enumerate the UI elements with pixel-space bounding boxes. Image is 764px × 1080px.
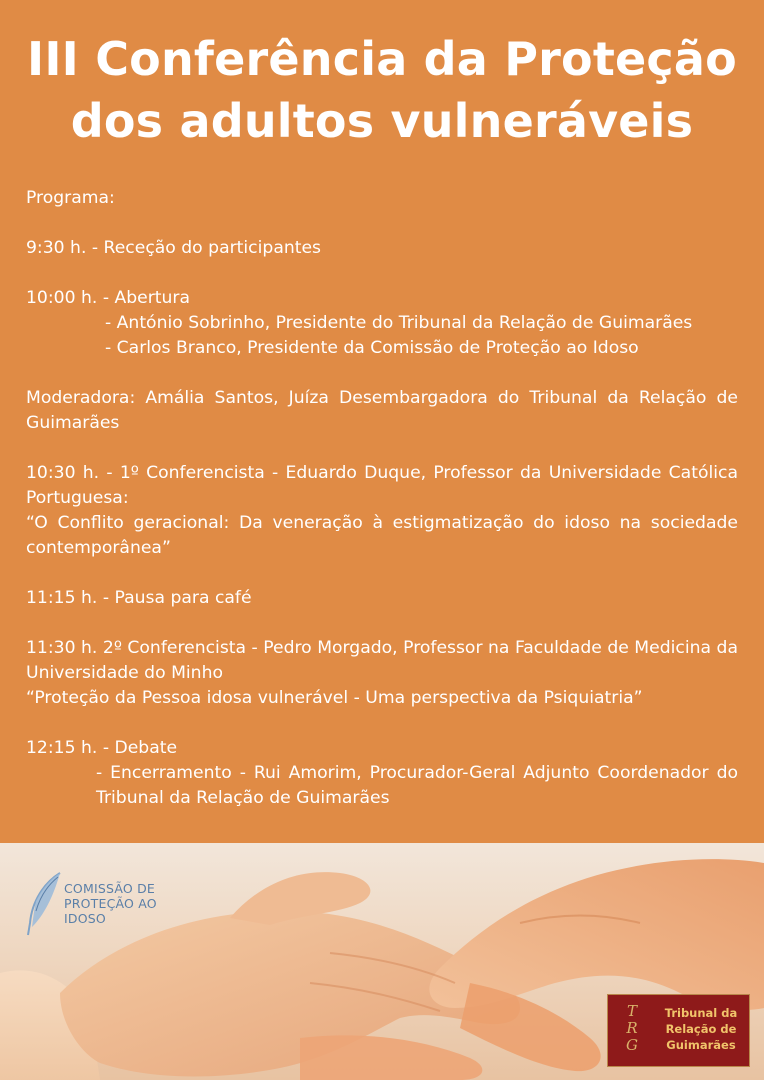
- trg-line-2: Relação de: [665, 1022, 737, 1036]
- opening-speaker-2: - Carlos Branco, Presidente da Comissão de Proteção ao Idoso: [105, 338, 639, 358]
- feather-icon: [24, 871, 64, 937]
- item-reception: 9:30 h. - Receção do participantes: [26, 238, 322, 258]
- item-talk-1: 10:30 h. - 1º Conferencista - Eduardo Duque, Professor da Universidade Católica Portuguesa:: [26, 463, 738, 508]
- program-text: [26, 186, 738, 811]
- poster-title: [0, 28, 764, 152]
- cpi-logo: [24, 871, 174, 941]
- talk-2-title: “Proteção da Pessoa idosa vulnerável - Uma perspectiva da Psiquiatria”: [26, 688, 643, 708]
- program-heading: Programa:: [26, 188, 115, 208]
- title-line-2: dos adultos vulneráveis: [70, 94, 694, 148]
- item-debate: 12:15 h. - Debate: [26, 738, 178, 758]
- opening-speaker-1: - António Sobrinho, Presidente do Tribunal da Relação de Guimarães: [105, 313, 693, 333]
- talk-1-title: “O Conflito geracional: Da veneração à estigmatização do idoso na sociedade contemporânea”: [26, 513, 738, 558]
- trg-logo: [607, 994, 750, 1067]
- cpi-line-1: COMISSÃO DE: [64, 881, 156, 896]
- cpi-line-3: IDOSO: [64, 911, 106, 926]
- cpi-logo-text: [64, 881, 157, 926]
- item-moderator: Moderadora: Amália Santos, Juíza Desembargadora do Tribunal da Relação de Guimarães: [26, 388, 738, 433]
- trg-line-3: Guimarães: [666, 1038, 736, 1052]
- trg-line-1: Tribunal da: [664, 1006, 738, 1020]
- item-closing: - Encerramento - Rui Amorim, Procurador-Geral Adjunto Coordenador do Tribunal da Relação de Guimarães: [96, 763, 738, 808]
- title-line-1: III Conferência da Proteção: [27, 32, 737, 86]
- trg-logo-text: [658, 1005, 744, 1053]
- item-coffee: 11:15 h. - Pausa para café: [26, 588, 252, 608]
- item-talk-2: 11:30 h. 2º Conferencista - Pedro Morgado, Professor na Faculdade de Medicina da Universidade do Minho: [26, 638, 738, 683]
- trg-monogram-icon: T R G: [626, 1002, 638, 1054]
- item-opening: 10:00 h. - Abertura: [26, 288, 191, 308]
- cpi-line-2: PROTEÇÃO AO: [64, 896, 157, 911]
- hands-photo: [0, 843, 764, 1080]
